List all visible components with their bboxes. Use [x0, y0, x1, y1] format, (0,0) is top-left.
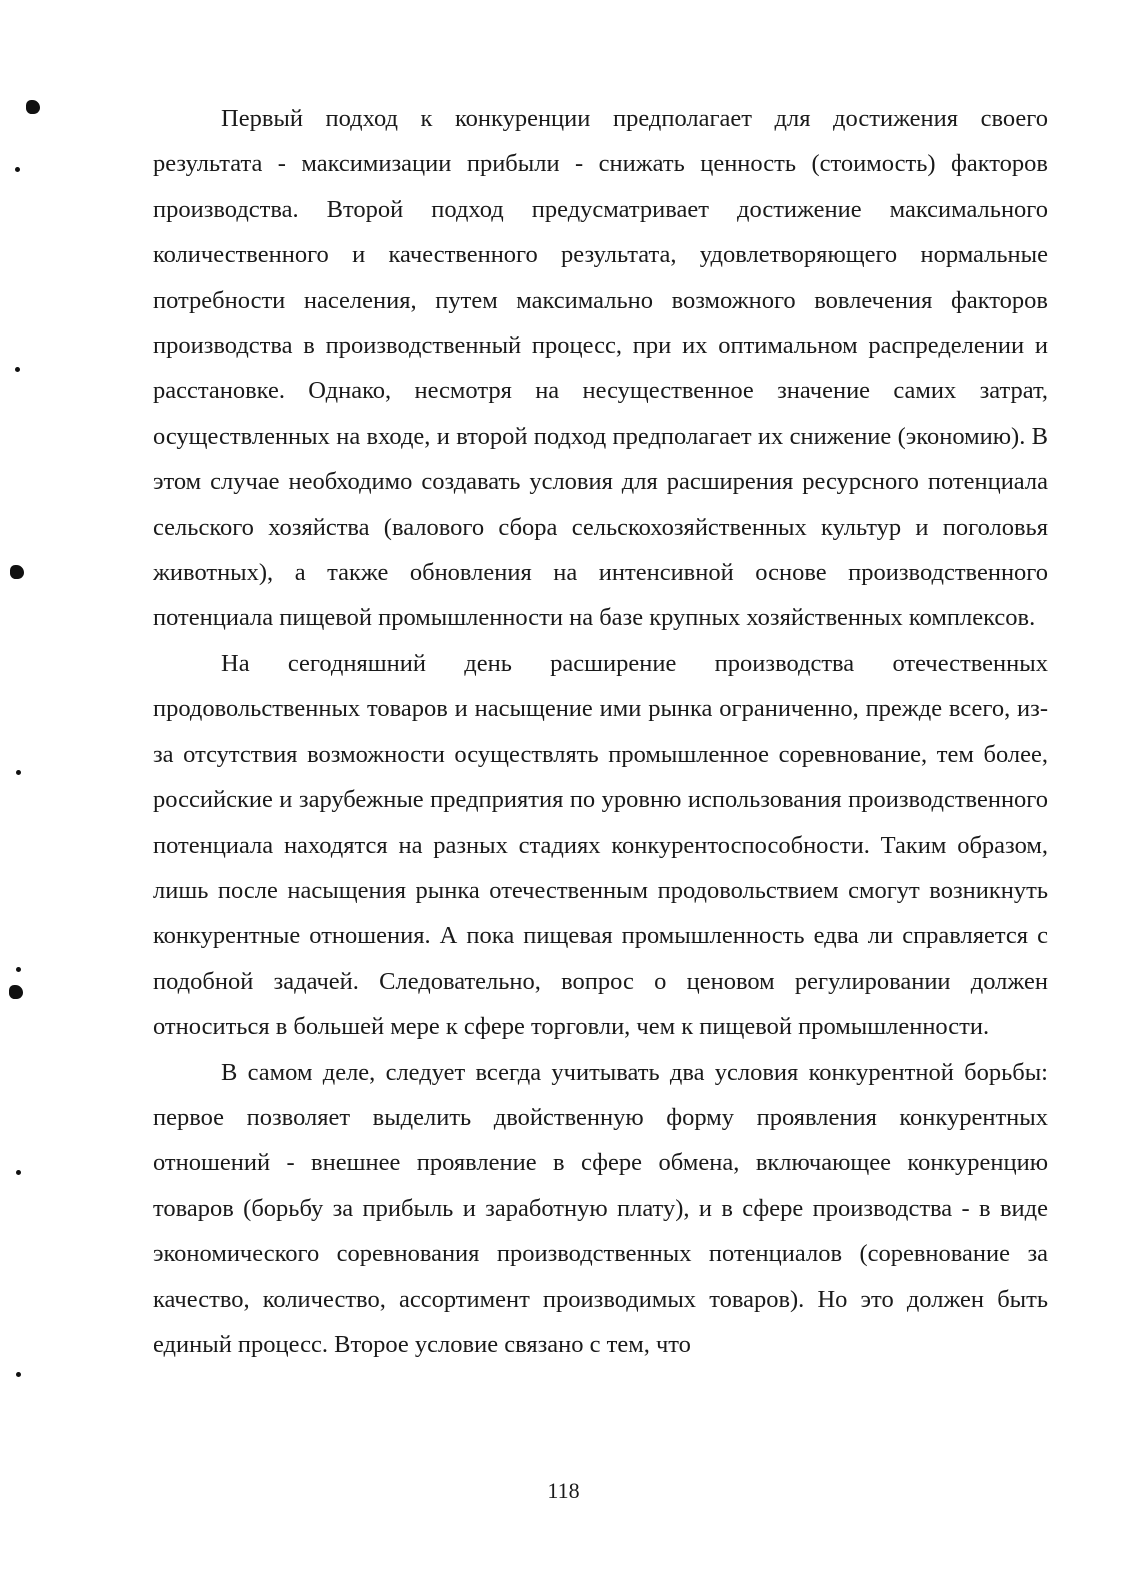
scan-speck	[16, 1170, 21, 1175]
paragraph: На сегодняшний день расширение производства отечественных продовольственных товаров и насыщение ими рынка ограниченно, прежде всего, из-за отсутствия возможности осуществлять промышленное соревнование, тем более, российские и зарубежные предприятия по уровню использования производственного потенциала находятся на разных стадиях конкурентоспособности. Таким образом, лишь после насыщения рынка отечественным продовольствием смогут возникнуть конкурентные отношения. А пока пищевая промышленность едва ли справляется с подобной задачей. Следовательно, вопрос о ценовом регулировании должен относиться в большей мере к сфере торговли, чем к пищевой промышленности.	[153, 649, 1048, 1041]
paragraph: В самом деле, следует всегда учитывать два условия конкурентной борьбы: первое позволяет выделить двойственную форму проявления конкурентных отношений - внешнее проявление в сфере обмена, включающее конкуренцию товаров (борьбу за прибыль и заработную плату), и в сфере производства - в виде экономического соревнования производственных потенциалов (соревнование за качество, количество, ассортимент производимых товаров). Но это должен быть единый процесс. Второе условие связано с тем, что	[153, 1058, 1048, 1358]
scan-speck	[26, 100, 40, 114]
page-number: 118	[547, 1478, 580, 1503]
paragraph: Первый подход к конкуренции предполагает для достижения своего результата - максимизации прибыли - снижать ценность (стоимость) факторов производства. Второй подход предусматривает достижение максимального количественного и качественного результата, удовлетворяющего нормальные потребности населения, путем максимально возможного вовлечения факторов производства в производственный процесс, при их оптимальном распределении и расстановке. Однако, несмотря на несущественное значение самих затрат, осуществленных на входе, и второй подход предполагает их снижение (экономию). В этом случае необходимо создавать условия для расширения ресурсного потенциала сельского хозяйства (валового сбора сельскохозяйственных культур и поголовья животных), а также обновления на интенсивной основе производственного потенциала пищевой промышленности на базе крупных хозяйственных комплексов.	[153, 105, 1048, 632]
scan-speck	[9, 985, 23, 999]
scan-speck	[15, 167, 20, 172]
scan-speck	[10, 565, 24, 579]
scan-speck	[16, 770, 21, 775]
scan-speck	[15, 367, 20, 372]
scan-speck	[16, 1372, 21, 1377]
body-text	[153, 96, 1048, 1367]
scan-speck	[16, 967, 21, 972]
